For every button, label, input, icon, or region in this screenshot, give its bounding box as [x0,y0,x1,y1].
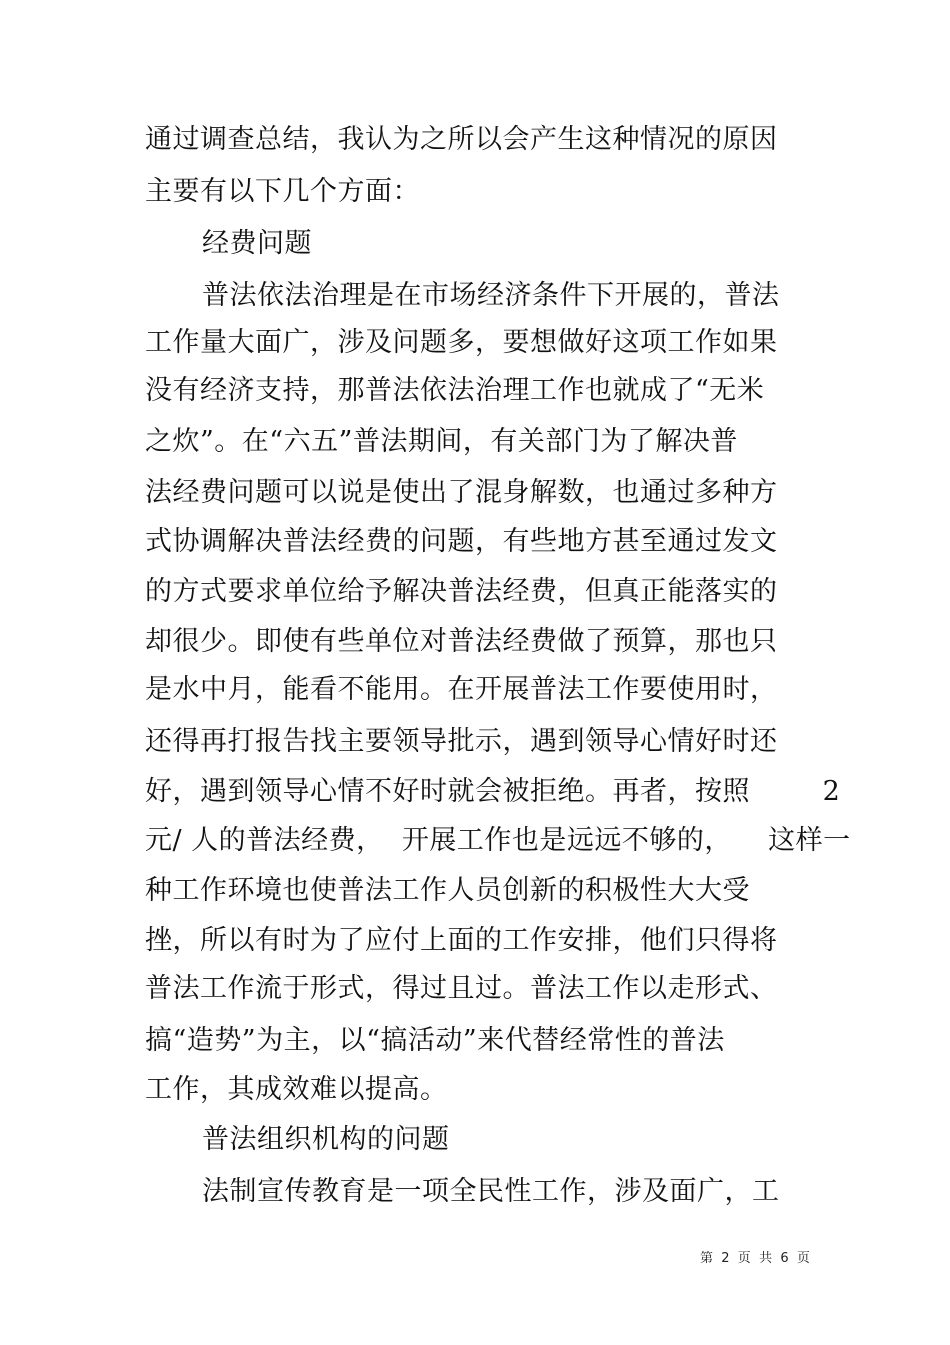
text-line: 式协调解决普法经费的问题，有些地方甚至通过发文 [145,526,778,557]
text-line: 的方式要求单位给予解决普法经费，但真正能落实的 [145,576,778,607]
text-line: 挫，所以有时为了应付上面的工作安排，他们只得将 [145,925,778,956]
text-line: 普法工作流于形式，得过且过。普法工作以走形式、 [145,973,778,1004]
page-number-footer: 第 2 页 共 6 页 [700,1251,810,1266]
text-line: 通过调查总结，我认为之所以会产生这种情况的原因 [145,124,778,155]
text-line: 元/ 人的普法经费， 开展工作也是远远不够的， 这样一 [145,825,851,856]
text-line: 种工作环境也使普法工作人员创新的积极性大大受 [145,875,750,906]
text-line: 普法依法治理是在市场经济条件下开展的，普法 [202,280,780,311]
text-line: 是水中月，能看不能用。在开展普法工作要使用时， [145,674,778,705]
section-heading: 普法组织机构的问题 [202,1124,450,1155]
text-line: 工作，其成效难以提高。 [145,1074,448,1105]
text-line: 法经费问题可以说是使出了混身解数，也通过多种方 [145,477,778,508]
text-line: 好，遇到领导心情不好时就会被拒绝。再者，按照 2 [145,776,841,807]
text-line: 搞“造势”为主，以“搞活动”来代替经常性的普法 [145,1025,725,1056]
text-line: 还得再打报告找主要领导批示，遇到领导心情好时还 [145,726,778,757]
text-line: 却很少。即使有些单位对普法经费做了预算，那也只 [145,626,778,657]
section-heading: 经费问题 [202,228,312,259]
text-line: 没有经济支持，那普法依法治理工作也就成了“无米 [145,375,765,406]
text-line: 工作量大面广，涉及问题多，要想做好这项工作如果 [145,327,778,358]
text-line: 主要有以下几个方面： [145,176,420,207]
text-line: 之炊”。在“六五”普法期间，有关部门为了解决普 [145,426,738,457]
text-line: 法制宣传教育是一项全民性工作，涉及面广，工 [202,1176,780,1207]
